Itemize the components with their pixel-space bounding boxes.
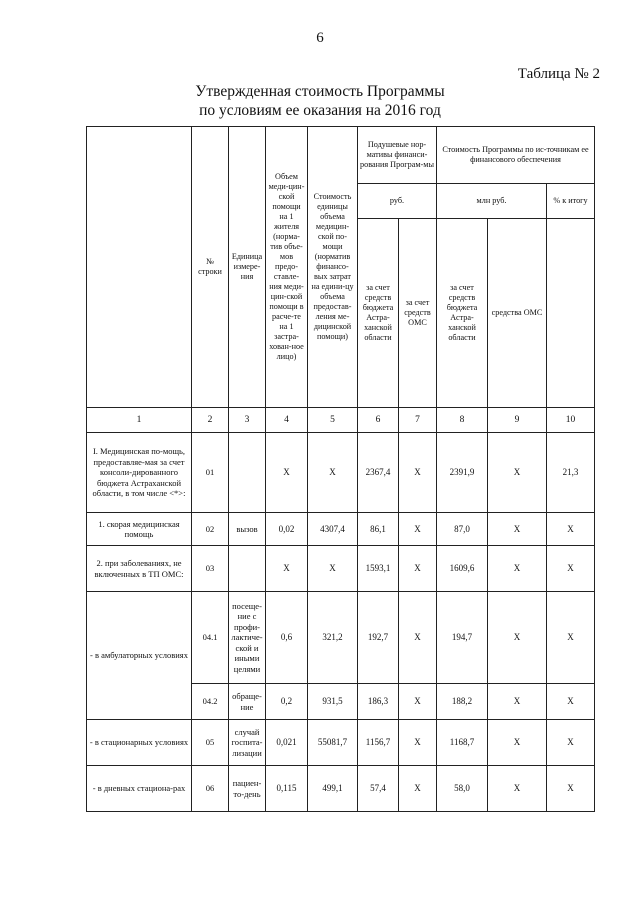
header-mln-rub: млн руб. xyxy=(437,184,547,219)
col-number: 6 xyxy=(358,408,399,433)
row-name: 1. скорая медицинская помощь xyxy=(87,513,192,546)
row-code: 06 xyxy=(192,766,229,812)
row-per-capita-oms: X xyxy=(399,513,437,546)
table-row xyxy=(87,433,595,513)
row-code: 05 xyxy=(192,720,229,766)
table-row xyxy=(87,720,595,766)
row-per-capita-budget: 86,1 xyxy=(358,513,399,546)
column-numbers-row xyxy=(87,408,595,433)
col-number: 8 xyxy=(437,408,488,433)
row-pct-total: X xyxy=(547,720,595,766)
row-cost-oms: X xyxy=(488,720,547,766)
row-cost-oms: X xyxy=(488,766,547,812)
row-code: 03 xyxy=(192,546,229,592)
header-program-cost: Стоимость Программы по ис-точникам ее финансового обеспечения xyxy=(437,127,595,184)
row-volume: X xyxy=(266,546,308,592)
row-unit: вызов xyxy=(229,513,266,546)
table-row xyxy=(87,592,595,684)
col-number: 2 xyxy=(192,408,229,433)
cost-table xyxy=(86,126,595,812)
row-name: 2. при заболеваниях, не включенных в ТП ОМС: xyxy=(87,546,192,592)
row-unit-cost: 931,5 xyxy=(308,684,358,720)
row-unit-cost: 55081,7 xyxy=(308,720,358,766)
header-unit-cost: Стоимость единицы объема медицин-ской по-мощи (норматив финансо-вых затрат на едини-цу объема предостав-ления ме-дицинской помощи) xyxy=(308,127,358,408)
row-pct-total: X xyxy=(547,766,595,812)
row-volume: 0,02 xyxy=(266,513,308,546)
row-code: 02 xyxy=(192,513,229,546)
header-rub: руб. xyxy=(358,184,437,219)
row-unit-cost: 321,2 xyxy=(308,592,358,684)
col-number: 9 xyxy=(488,408,547,433)
row-cost-oms: X xyxy=(488,513,547,546)
row-cost-budget: 87,0 xyxy=(437,513,488,546)
row-volume: 0,6 xyxy=(266,592,308,684)
row-per-capita-oms: X xyxy=(399,592,437,684)
row-unit-cost: 4307,4 xyxy=(308,513,358,546)
row-cost-oms: X xyxy=(488,546,547,592)
header-per-capita: Подушевые нор-мативы финанси-рования Програм-мы xyxy=(358,127,437,184)
row-per-capita-budget: 186,3 xyxy=(358,684,399,720)
row-per-capita-budget: 192,7 xyxy=(358,592,399,684)
row-cost-budget: 1168,7 xyxy=(437,720,488,766)
row-code: 01 xyxy=(192,433,229,513)
header-oms-source-2: средства ОМС xyxy=(488,219,547,408)
header-volume: Объем меди-цин-ской помощи на 1 жителя (норма-тив объе-мов предо-ставле-ния меди-цин-ской помощи в расче-те на 1 застра-хован-ное лицо) xyxy=(266,127,308,408)
row-cost-oms: X xyxy=(488,433,547,513)
header-budget-source-2: за счет средств бюджета Астра-ханской области xyxy=(437,219,488,408)
row-cost-budget: 188,2 xyxy=(437,684,488,720)
table-row xyxy=(87,546,595,592)
row-pct-total: 21,3 xyxy=(547,433,595,513)
col-number: 10 xyxy=(547,408,595,433)
row-pct-total: X xyxy=(547,513,595,546)
table-row xyxy=(87,766,595,812)
header-name-col xyxy=(87,127,192,408)
row-cost-budget: 2391,9 xyxy=(437,433,488,513)
row-name: I. Медицинская по-мощь, предоставляе-мая за счет консоли-дированного бюджета Астраханской области, в том числе <*>: xyxy=(87,433,192,513)
row-code: 04.2 xyxy=(192,684,229,720)
row-cost-oms: X xyxy=(488,592,547,684)
row-name: - в дневных стациона-рах xyxy=(87,766,192,812)
col-number: 3 xyxy=(229,408,266,433)
row-pct-total: X xyxy=(547,546,595,592)
row-volume: X xyxy=(266,433,308,513)
row-per-capita-oms: X xyxy=(399,433,437,513)
title-line-2: по условиям ее оказания на 2016 год xyxy=(199,102,441,119)
row-per-capita-budget: 2367,4 xyxy=(358,433,399,513)
row-volume: 0,115 xyxy=(266,766,308,812)
row-unit xyxy=(229,433,266,513)
col-number: 5 xyxy=(308,408,358,433)
col-number: 7 xyxy=(399,408,437,433)
row-per-capita-oms: X xyxy=(399,720,437,766)
row-cost-budget: 1609,6 xyxy=(437,546,488,592)
header-budget-source: за счет средств бюджета Астра-ханской области xyxy=(358,219,399,408)
row-volume: 0,2 xyxy=(266,684,308,720)
row-unit-cost: 499,1 xyxy=(308,766,358,812)
row-name: - в амбулаторных условиях xyxy=(87,592,192,720)
row-per-capita-oms: X xyxy=(399,684,437,720)
col-number: 1 xyxy=(87,408,192,433)
row-unit: пациен-то-день xyxy=(229,766,266,812)
page-title xyxy=(0,82,640,120)
row-cost-budget: 194,7 xyxy=(437,592,488,684)
row-code: 04.1 xyxy=(192,592,229,684)
header-unit: Единица измере-ния xyxy=(229,127,266,408)
row-cost-budget: 58,0 xyxy=(437,766,488,812)
row-unit xyxy=(229,546,266,592)
header-oms-source: за счет средств ОМС xyxy=(399,219,437,408)
header-pct-total: % к итогу xyxy=(547,184,595,219)
row-unit: посеще-ние с профи-лактиче-ской и иными целями xyxy=(229,592,266,684)
table-label: Таблица № 2 xyxy=(517,66,600,82)
header-empty-cell xyxy=(547,219,595,408)
row-pct-total: X xyxy=(547,684,595,720)
row-unit-cost: X xyxy=(308,546,358,592)
title-line-1: Утвержденная стоимость Программы xyxy=(195,83,445,100)
row-unit-cost: X xyxy=(308,433,358,513)
row-name: - в стационарных условиях xyxy=(87,720,192,766)
row-per-capita-budget: 1156,7 xyxy=(358,720,399,766)
page-number: 6 xyxy=(316,30,324,46)
row-unit: случай госпита-лизации xyxy=(229,720,266,766)
row-unit: обраще-ние xyxy=(229,684,266,720)
row-cost-oms: X xyxy=(488,684,547,720)
table-row xyxy=(87,513,595,546)
row-per-capita-budget: 57,4 xyxy=(358,766,399,812)
row-per-capita-oms: X xyxy=(399,766,437,812)
row-per-capita-budget: 1593,1 xyxy=(358,546,399,592)
row-per-capita-oms: X xyxy=(399,546,437,592)
header-row-number: № строки xyxy=(192,127,229,408)
col-number: 4 xyxy=(266,408,308,433)
row-pct-total: X xyxy=(547,592,595,684)
row-volume: 0,021 xyxy=(266,720,308,766)
